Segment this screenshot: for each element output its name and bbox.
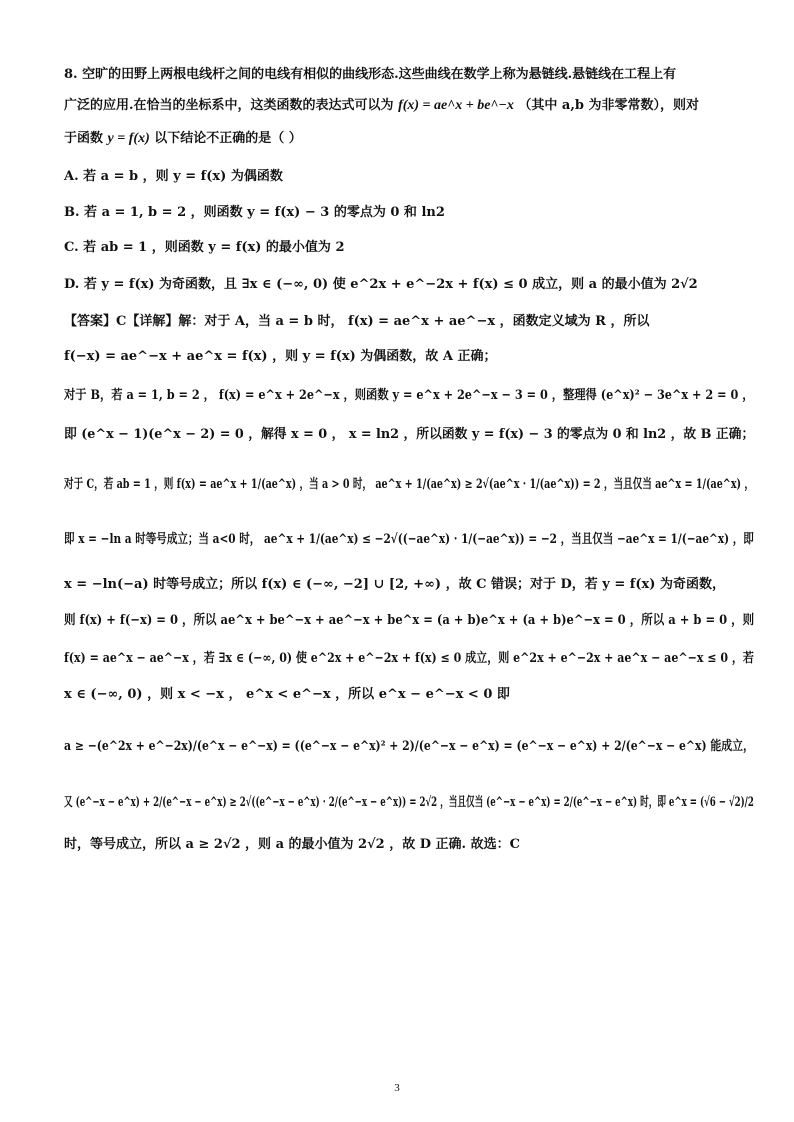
option-b: B. 若 a = 1, b = 2 ，则函数 y = f(x) − 3 的零点为 0 和 ln2 [64,205,445,220]
question-stem-line-2 [64,99,699,113]
solution-line-7: x = −ln(−a) 时等号成立；所以 f(x) ∈ (−∞, −2] ∪ [2, +∞) ，故 C 错误；对于 D，若 y = f(x) 为奇函数， [64,577,725,592]
option-d: D. 若 y = f(x) 为奇函数，且 ∃x ∈ (−∞, 0) 使 e^2x + e^−2x + f(x) ≤ 0 成立，则 a 的最小值为 2√2 [64,277,698,292]
stem-text: 于函数 [64,131,104,146]
solution-line-8: 则 f(x) + f(−x) = 0 ，所以 ae^x + be^−x + ae^−x + be^x = (a + b)e^x + (a + b)e^−x = 0 ，所以 a + b = 0 ，则 [64,613,755,628]
solution-line-10: x ∈ (−∞, 0) ，则 x < −x ， e^x < e^−x ，所以 e^x − e^−x < 0 即 [64,687,510,702]
solution-line-6: 即 x = −ln a 时等号成立；当 a<0 时， ae^x + 1/(ae^x) ≤ −2√((−ae^x) · 1/(−ae^x)) = −2 ，当且仅当 −ae^x = 1/(−ae^x) ，即 [64,532,754,547]
solution-line-13: 时，等号成立，所以 a ≥ 2√2 ，则 a 的最小值为 2√2 ，故 D 正确. 故选：C [64,837,520,852]
stem-text: 以下结论不正确的是（ ） [154,131,302,146]
solution-line-2: f(−x) = ae^−x + ae^x = f(x) ，则 y = f(x) 为偶函数，故 A 正确； [64,349,497,364]
page-number: 3 [394,1082,400,1094]
solution-line-9: f(x) = ae^x − ae^−x ，若 ∃x ∈ (−∞, 0) 使 e^2x + e^−2x + f(x) ≤ 0 成立，则 e^2x + e^−2x + ae^x − ae^−x ≤ 0 ，若 [64,651,754,666]
solution-line-1: 【答案】C【详解】解：对于 A，当 a = b 时， f(x) = ae^x + ae^−x ，函数定义域为 R ，所以 [64,314,650,329]
question-stem-line-3 [64,132,302,146]
stem-formula: y = f(x) [107,131,150,146]
stem-formula: f(x) = ae^x + be^−x [398,98,514,113]
solution-line-12: 又 (e^−x − e^x) + 2/(e^−x − e^x) ≥ 2√((e^−x − e^x) · 2/(e^−x − e^x)) = 2√2 ，当且仅当 (e^−x − e^x) = 2/(e^−x − e^x) 时，即 e^x = (√6 − √2)/2 [64,795,754,810]
stem-text: （其中 a,b 为非零常数），则对 [518,98,699,113]
solution-line-4: 即 (e^x − 1)(e^x − 2) = 0 ，解得 x = 0 ， x = ln2 ，所以函数 y = f(x) − 3 的零点为 0 和 ln2 ，故 B 正确； [64,427,755,442]
solution-line-3: 对于 B，若 a = 1, b = 2 ， f(x) = e^x + 2e^−x ，则函数 y = e^x + 2e^−x − 3 = 0 ，整理得 (e^x)² − 3e^x + 2 = 0 ， [64,388,754,403]
solution-line-5: 对于 C，若 ab = 1 ，则 f(x) = ae^x + 1/(ae^x) ，当 a > 0 时， ae^x + 1/(ae^x) ≥ 2√(ae^x · 1/(ae^x)) = 2 ，当且仅当 ae^x = 1/(ae^x) ， [64,477,754,492]
question-stem-line-1: 8. 空旷的田野上两根电线杆之间的电线有相似的曲线形态.这些曲线在数学上称为悬链线.悬链线在工程上有 [64,67,677,82]
option-a: A. 若 a = b ，则 y = f(x) 为偶函数 [64,169,283,184]
solution-line-11: a ≥ −(e^2x + e^−2x)/(e^x − e^−x) = ((e^−x − e^x)² + 2)/(e^−x − e^x) = (e^−x − e^x) + 2/(e^−x − e^x) 能成立， [64,739,754,754]
option-c: C. 若 ab = 1 ，则函数 y = f(x) 的最小值为 2 [64,240,345,255]
stem-text: 广泛的应用.在恰当的坐标系中，这类函数的表达式可以为 [64,98,394,113]
